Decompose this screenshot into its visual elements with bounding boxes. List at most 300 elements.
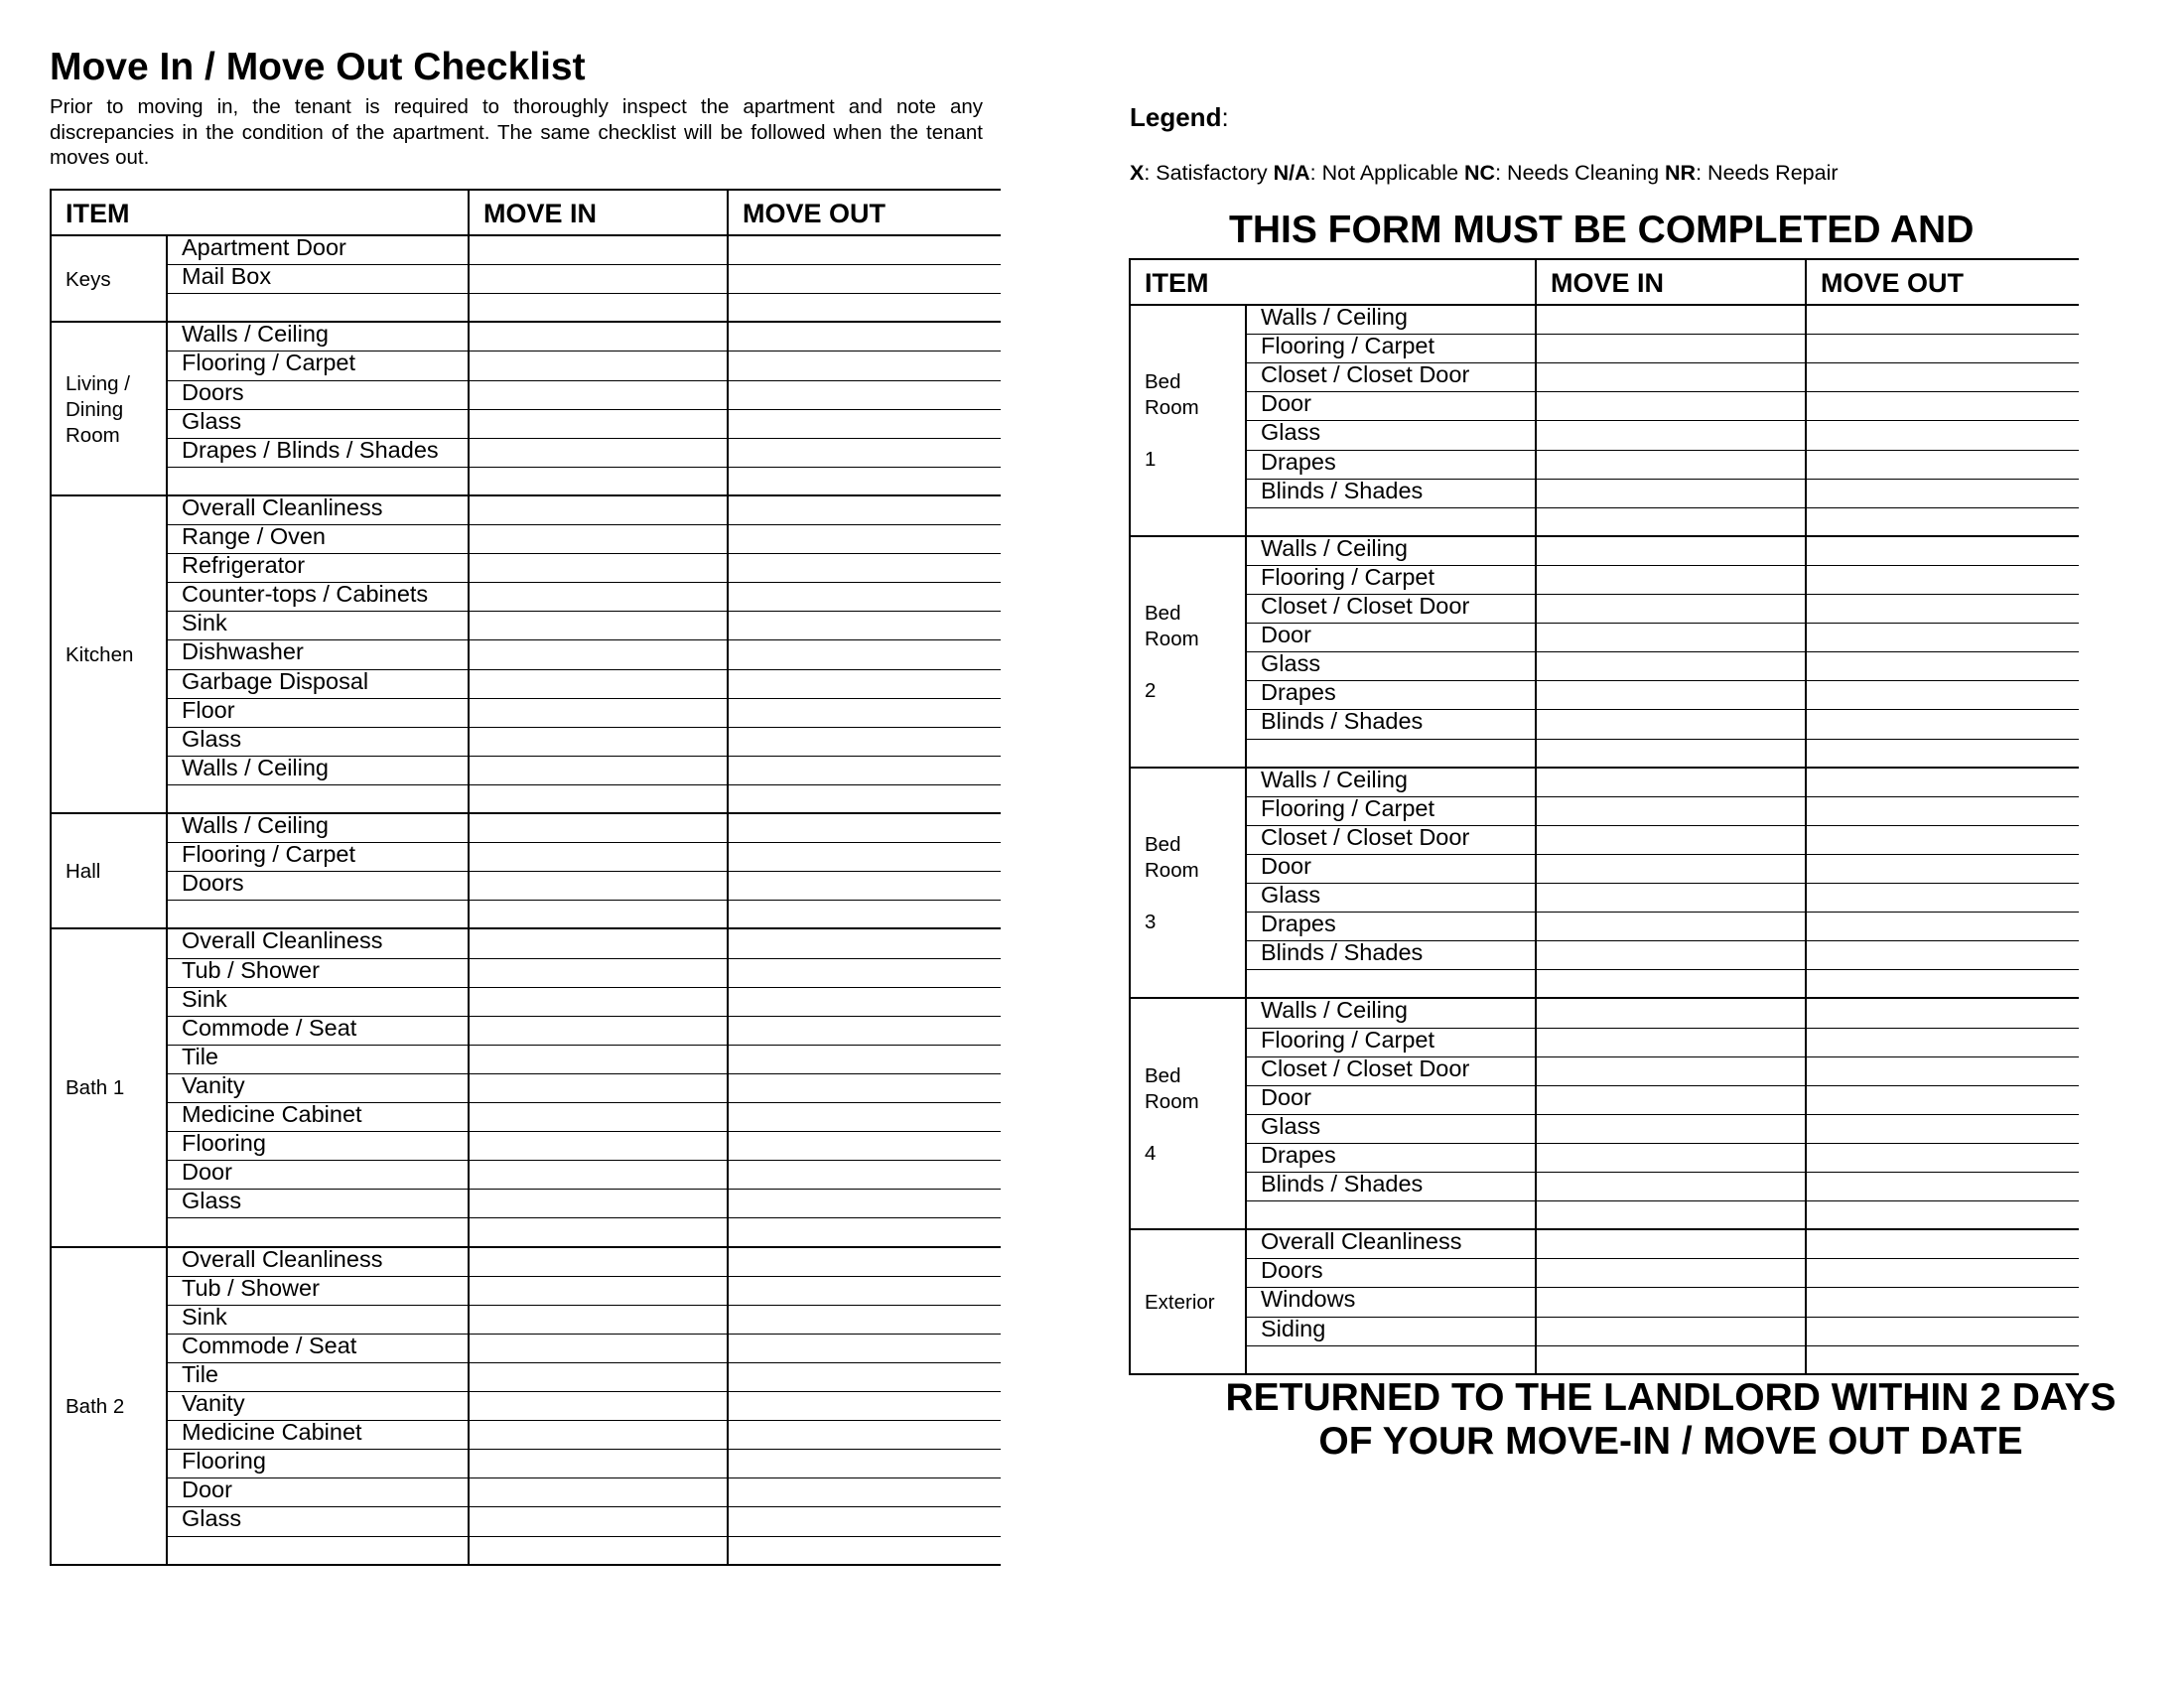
move-in-cell[interactable]: [469, 1218, 728, 1247]
item-label: Overall Cleanliness: [182, 927, 383, 954]
move-in-cell[interactable]: [469, 814, 728, 843]
move-out-cell[interactable]: [728, 1017, 1001, 1046]
move-in-cell[interactable]: [469, 1335, 728, 1363]
item-label: Flooring: [182, 1130, 266, 1157]
item-label: Vanity: [182, 1390, 245, 1416]
move-in-cell[interactable]: [1536, 941, 1806, 970]
move-in-cell[interactable]: [1536, 855, 1806, 884]
legend-code: X: [1130, 161, 1145, 185]
move-out-cell[interactable]: [1806, 451, 2079, 480]
move-out-cell[interactable]: [1806, 826, 2079, 855]
item-label: Glass: [1261, 419, 1321, 446]
move-in-cell[interactable]: [1536, 1057, 1806, 1086]
item-label: Drapes: [1261, 1141, 1336, 1168]
move-out-cell[interactable]: [728, 929, 1001, 958]
move-out-cell[interactable]: [728, 381, 1001, 410]
item-label: Floor: [182, 696, 235, 723]
move-out-cell[interactable]: [1806, 1029, 2079, 1057]
item-label: Medicine Cabinet: [182, 1419, 362, 1446]
move-out-cell[interactable]: [1806, 1346, 2079, 1375]
item-label: Flooring / Carpet: [1261, 794, 1435, 821]
legend-meaning: Needs Cleaning: [1507, 161, 1660, 185]
group-label: Living / Dining Room: [66, 371, 130, 447]
table-row: [1130, 1259, 2079, 1288]
move-in-cell[interactable]: [469, 901, 728, 929]
move-in-cell[interactable]: [469, 959, 728, 988]
table-row: [1130, 1057, 2079, 1086]
move-in-cell[interactable]: [469, 1017, 728, 1046]
move-out-cell[interactable]: [728, 1363, 1001, 1392]
move-in-cell[interactable]: [1536, 451, 1806, 480]
table-row: [1130, 363, 2079, 392]
move-out-cell[interactable]: [1806, 681, 2079, 710]
table-row: [1130, 1288, 2079, 1317]
table-row: [51, 612, 1001, 640]
item-label: Garbage Disposal: [182, 667, 369, 694]
move-in-cell[interactable]: [469, 1248, 728, 1277]
table-row: [51, 265, 1001, 294]
move-out-cell[interactable]: [728, 612, 1001, 640]
table-row: [51, 1478, 1001, 1507]
table-row: [51, 1537, 1001, 1566]
table-row: [51, 956, 1001, 988]
move-in-cell[interactable]: [1536, 826, 1806, 855]
item-label: Sink: [182, 610, 227, 636]
move-in-cell[interactable]: [469, 1507, 728, 1536]
move-in-cell[interactable]: [1536, 421, 1806, 450]
move-out-cell[interactable]: [728, 1507, 1001, 1536]
item-label: Glass: [182, 725, 242, 752]
move-in-cell[interactable]: [469, 439, 728, 468]
move-in-cell[interactable]: [469, 468, 728, 496]
move-out-cell[interactable]: [1806, 1318, 2079, 1346]
table-row: [51, 843, 1001, 872]
item-label: Closet / Closet Door: [1261, 1055, 1470, 1081]
table-row: [1130, 970, 2079, 999]
move-out-cell[interactable]: [728, 323, 1001, 352]
table-row: [51, 901, 1001, 929]
move-in-cell[interactable]: [469, 640, 728, 669]
move-in-cell[interactable]: [1536, 566, 1806, 595]
move-in-cell[interactable]: [1536, 595, 1806, 624]
move-out-cell[interactable]: [728, 1478, 1001, 1507]
move-out-cell[interactable]: [1806, 1230, 2079, 1259]
header-move-out: MOVE OUT: [743, 199, 887, 228]
item-label: Glass: [182, 1505, 242, 1532]
move-out-cell[interactable]: [1806, 769, 2079, 797]
move-out-cell[interactable]: [728, 468, 1001, 496]
item-label: Refrigerator: [182, 552, 306, 579]
table-row: [1130, 1201, 2079, 1230]
table-row: [51, 1274, 1001, 1306]
move-out-cell[interactable]: [728, 1074, 1001, 1103]
move-out-cell[interactable]: [728, 1161, 1001, 1190]
move-in-cell[interactable]: [469, 929, 728, 958]
move-in-cell[interactable]: [1536, 624, 1806, 652]
table-row: [1130, 392, 2079, 421]
item-label: Sink: [182, 1303, 227, 1330]
table-row: [1130, 563, 2079, 595]
move-out-cell[interactable]: [728, 1392, 1001, 1421]
table-row: [51, 525, 1001, 554]
move-in-cell[interactable]: [469, 728, 728, 757]
move-in-cell[interactable]: [469, 612, 728, 640]
move-out-cell[interactable]: [728, 699, 1001, 728]
move-out-cell[interactable]: [728, 959, 1001, 988]
item-label: Flooring / Carpet: [182, 350, 356, 376]
table-row: [51, 1043, 1001, 1074]
move-in-cell[interactable]: [469, 1478, 728, 1507]
table-row: [1130, 1315, 2079, 1346]
move-out-cell[interactable]: [728, 1103, 1001, 1132]
move-in-cell[interactable]: [1536, 1173, 1806, 1201]
legend-meaning: Not Applicable: [1321, 161, 1459, 185]
table-row: [1130, 681, 2079, 710]
table-row: [51, 1014, 1001, 1046]
group-label: Bed Room 1: [1145, 370, 1199, 472]
header-item: ITEM: [1145, 268, 1209, 298]
notice-top: THIS FORM MUST BE COMPLETED AND: [1229, 209, 1975, 251]
table-row: [1130, 448, 2079, 480]
move-out-cell[interactable]: [728, 1421, 1001, 1450]
move-out-cell[interactable]: [728, 1218, 1001, 1247]
header-move-in: MOVE IN: [1551, 268, 1665, 298]
move-in-cell[interactable]: [1536, 480, 1806, 508]
table-row: [51, 493, 1001, 525]
table-row: [51, 1245, 1001, 1277]
move-out-cell[interactable]: [728, 843, 1001, 872]
move-in-cell[interactable]: [469, 294, 728, 323]
move-out-cell[interactable]: [1806, 537, 2079, 566]
move-in-cell[interactable]: [1536, 769, 1806, 797]
move-out-cell[interactable]: [1806, 1201, 2079, 1230]
move-in-cell[interactable]: [469, 1046, 728, 1074]
legend-entry: NC: Needs Cleaning: [1464, 161, 1660, 185]
move-in-cell[interactable]: [1536, 913, 1806, 941]
move-in-cell[interactable]: [469, 381, 728, 410]
move-out-cell[interactable]: [728, 410, 1001, 439]
move-out-cell[interactable]: [728, 757, 1001, 785]
move-out-cell[interactable]: [728, 236, 1001, 265]
table-row: [51, 1392, 1001, 1421]
table-row: [1130, 421, 2079, 450]
table-row: [1130, 794, 2079, 826]
move-in-cell[interactable]: [469, 554, 728, 583]
move-out-cell[interactable]: [1806, 999, 2079, 1028]
move-in-cell[interactable]: [469, 988, 728, 1017]
move-in-cell[interactable]: [469, 1132, 728, 1161]
move-out-cell[interactable]: [728, 496, 1001, 525]
item-label: Apartment Door: [182, 234, 346, 260]
move-in-cell[interactable]: [469, 757, 728, 785]
group-label: Bed Room 3: [1145, 833, 1199, 933]
move-out-cell[interactable]: [728, 1132, 1001, 1161]
table-row: [51, 667, 1001, 699]
move-in-cell[interactable]: [469, 525, 728, 554]
move-out-cell[interactable]: [1806, 710, 2079, 739]
move-in-cell[interactable]: [1536, 970, 1806, 999]
group-label: Kitchen: [66, 642, 134, 666]
table-row: [51, 1218, 1001, 1247]
move-in-cell[interactable]: [469, 236, 728, 265]
legend-entry: N/A: Not Applicable: [1273, 161, 1459, 185]
item-label: Closet / Closet Door: [1261, 361, 1470, 388]
move-in-cell[interactable]: [469, 1363, 728, 1392]
item-label: Windows: [1261, 1286, 1356, 1313]
item-label: Commode / Seat: [182, 1014, 357, 1041]
item-label: Overall Cleanliness: [1261, 1228, 1462, 1255]
item-label: Flooring / Carpet: [1261, 333, 1435, 359]
move-out-cell[interactable]: [1806, 306, 2079, 335]
table-row: [51, 1507, 1001, 1536]
move-in-cell[interactable]: [469, 872, 728, 901]
item-label: Tub / Shower: [182, 956, 320, 983]
move-out-cell[interactable]: [1806, 392, 2079, 421]
item-label: Door: [1261, 622, 1311, 648]
item-label: Tile: [182, 1043, 218, 1069]
table-row: [1130, 884, 2079, 913]
item-label: Walls / Ceiling: [182, 812, 329, 838]
move-in-cell[interactable]: [469, 352, 728, 380]
item-label: Commode / Seat: [182, 1332, 357, 1358]
table-row: [1130, 1173, 2079, 1201]
item-label: Range / Oven: [182, 523, 327, 549]
move-in-cell[interactable]: [1536, 740, 1806, 769]
table-row: [1130, 999, 2079, 1028]
move-out-cell[interactable]: [728, 554, 1001, 583]
move-in-cell[interactable]: [1536, 1115, 1806, 1144]
move-in-cell[interactable]: [1536, 335, 1806, 363]
move-in-cell[interactable]: [469, 1421, 728, 1450]
move-in-cell[interactable]: [1536, 797, 1806, 826]
move-out-cell[interactable]: [1806, 913, 2079, 941]
move-out-cell[interactable]: [1806, 421, 2079, 450]
move-in-cell[interactable]: [1536, 306, 1806, 335]
move-out-cell[interactable]: [1806, 797, 2079, 826]
move-in-cell[interactable]: [1536, 537, 1806, 566]
move-in-cell[interactable]: [1536, 1346, 1806, 1375]
item-label: Drapes: [1261, 448, 1336, 475]
table-row: [51, 352, 1001, 380]
item-label: Flooring / Carpet: [1261, 1026, 1435, 1053]
move-out-cell[interactable]: [728, 901, 1001, 929]
table-row: [1130, 335, 2079, 363]
table-row: [51, 872, 1001, 901]
move-in-cell[interactable]: [469, 670, 728, 699]
item-label: Walls / Ceiling: [182, 321, 329, 348]
move-out-cell[interactable]: [1806, 1144, 2079, 1173]
table-row: [51, 785, 1001, 814]
item-label: Flooring / Carpet: [182, 841, 356, 868]
item-label: Walls / Ceiling: [1261, 304, 1408, 330]
move-out-cell[interactable]: [1806, 1288, 2079, 1317]
move-in-cell[interactable]: [469, 1161, 728, 1190]
move-out-cell[interactable]: [728, 670, 1001, 699]
item-label: Drapes / Blinds / Shades: [182, 436, 439, 463]
move-in-cell[interactable]: [469, 583, 728, 612]
move-out-cell[interactable]: [728, 583, 1001, 612]
move-in-cell[interactable]: [469, 1450, 728, 1478]
move-out-cell[interactable]: [1806, 652, 2079, 681]
move-out-cell[interactable]: [1806, 508, 2079, 537]
item-label: Door: [182, 1477, 232, 1503]
move-out-cell[interactable]: [728, 872, 1001, 901]
move-in-cell[interactable]: [469, 265, 728, 294]
move-out-cell[interactable]: [728, 1190, 1001, 1218]
move-in-cell[interactable]: [1536, 681, 1806, 710]
legend-code: N/A: [1273, 161, 1310, 185]
table-row: [1130, 1141, 2079, 1173]
table-row: [1130, 508, 2079, 537]
item-label: Vanity: [182, 1071, 245, 1098]
move-out-cell[interactable]: [1806, 363, 2079, 392]
move-in-cell[interactable]: [469, 843, 728, 872]
move-out-cell[interactable]: [1806, 941, 2079, 970]
move-out-cell[interactable]: [728, 1046, 1001, 1074]
move-out-cell[interactable]: [728, 439, 1001, 468]
move-out-cell[interactable]: [728, 1537, 1001, 1566]
move-out-cell[interactable]: [1806, 1115, 2079, 1144]
item-label: Glass: [1261, 882, 1321, 908]
move-out-cell[interactable]: [728, 1277, 1001, 1306]
move-out-cell[interactable]: [728, 640, 1001, 669]
table-row: [51, 468, 1001, 496]
move-in-cell[interactable]: [469, 410, 728, 439]
move-in-cell[interactable]: [1536, 710, 1806, 739]
move-out-cell[interactable]: [1806, 1086, 2079, 1115]
move-in-cell[interactable]: [1536, 1029, 1806, 1057]
table-row: [1130, 306, 2079, 335]
item-label: Drapes: [1261, 679, 1336, 706]
move-out-cell[interactable]: [728, 1335, 1001, 1363]
move-out-cell[interactable]: [728, 728, 1001, 757]
table-row: [51, 1360, 1001, 1392]
move-in-cell[interactable]: [1536, 1318, 1806, 1346]
legend-heading: Legend: [1130, 102, 1222, 132]
move-out-cell[interactable]: [1806, 855, 2079, 884]
move-out-cell[interactable]: [1806, 1259, 2079, 1288]
item-label: Dishwasher: [182, 638, 304, 665]
move-in-cell[interactable]: [469, 496, 728, 525]
table-row: [51, 1161, 1001, 1190]
move-out-cell[interactable]: [728, 814, 1001, 843]
table-row: [1130, 913, 2079, 941]
intro-paragraph: Prior to moving in, the tenant is required to thoroughly inspect the apartment and note any discrepancies in the condition of the apartment. The same checklist will be followed when the tenant moves out.: [50, 95, 983, 169]
item-label: Glass: [182, 407, 242, 434]
move-in-cell[interactable]: [1536, 1288, 1806, 1317]
move-out-cell[interactable]: [1806, 566, 2079, 595]
move-in-cell[interactable]: [1536, 999, 1806, 1028]
notice-bottom: [1125, 1376, 2184, 1464]
move-out-cell[interactable]: [1806, 480, 2079, 508]
checklist-table-right: [1130, 258, 2079, 1375]
move-in-cell[interactable]: [469, 785, 728, 814]
move-out-cell[interactable]: [1806, 1057, 2079, 1086]
move-out-cell[interactable]: [728, 1248, 1001, 1277]
move-out-cell[interactable]: [728, 785, 1001, 814]
move-out-cell[interactable]: [728, 525, 1001, 554]
move-out-cell[interactable]: [1806, 740, 2079, 769]
group-label: Bath 1: [66, 1076, 125, 1100]
row-divider: [1130, 1373, 2079, 1375]
move-out-cell[interactable]: [1806, 1173, 2079, 1201]
move-out-cell[interactable]: [728, 1450, 1001, 1478]
table-row: [1130, 652, 2079, 681]
table-row: [51, 323, 1001, 352]
legend-meaning: Satisfactory: [1156, 161, 1268, 185]
move-in-cell[interactable]: [469, 1537, 728, 1566]
move-out-cell[interactable]: [1806, 624, 2079, 652]
move-in-cell[interactable]: [469, 1392, 728, 1421]
move-in-cell[interactable]: [1536, 392, 1806, 421]
move-in-cell[interactable]: [1536, 363, 1806, 392]
move-out-cell[interactable]: [728, 1306, 1001, 1335]
legend-meaning: Needs Repair: [1707, 161, 1839, 185]
legend-code: NC: [1464, 161, 1496, 185]
item-label: Walls / Ceiling: [1261, 997, 1408, 1024]
table-row: [51, 929, 1001, 958]
move-in-cell[interactable]: [1536, 1259, 1806, 1288]
move-in-cell[interactable]: [469, 1074, 728, 1103]
item-label: Glass: [182, 1188, 242, 1214]
move-out-cell[interactable]: [1806, 595, 2079, 624]
legend-entry: NR: Needs Repair: [1665, 161, 1839, 185]
move-in-cell[interactable]: [1536, 1144, 1806, 1173]
move-out-cell[interactable]: [728, 352, 1001, 380]
move-in-cell[interactable]: [469, 1277, 728, 1306]
item-label: Counter-tops / Cabinets: [182, 581, 429, 608]
move-in-cell[interactable]: [469, 1103, 728, 1132]
item-label: Doors: [182, 870, 244, 897]
move-out-cell[interactable]: [728, 294, 1001, 323]
move-in-cell[interactable]: [469, 1190, 728, 1218]
item-label: Door: [182, 1159, 232, 1186]
move-out-cell[interactable]: [728, 265, 1001, 294]
item-label: Doors: [182, 378, 244, 405]
move-out-cell[interactable]: [1806, 970, 2079, 999]
notice-bottom-line-2: OF YOUR MOVE-IN / MOVE OUT DATE: [1318, 1420, 2023, 1463]
move-out-cell[interactable]: [728, 988, 1001, 1017]
move-in-cell[interactable]: [1536, 884, 1806, 913]
table-row: [1130, 1026, 2079, 1057]
group-label: Bed Room 2: [1145, 602, 1199, 703]
table-row: [51, 554, 1001, 583]
item-label: Glass: [1261, 1112, 1321, 1139]
item-label: Drapes: [1261, 911, 1336, 937]
page-title: Move In / Move Out Checklist: [50, 46, 586, 88]
table-row: [1130, 823, 2079, 855]
move-out-cell[interactable]: [1806, 884, 2079, 913]
table-row: [1130, 477, 2079, 508]
table-row: [51, 1332, 1001, 1363]
table-row: [51, 378, 1001, 410]
item-label: Siding: [1261, 1315, 1326, 1341]
table-row: [1130, 1083, 2079, 1115]
table-row: [1130, 624, 2079, 652]
table-row: [51, 1421, 1001, 1450]
move-in-cell[interactable]: [1536, 652, 1806, 681]
move-in-cell[interactable]: [1536, 1201, 1806, 1230]
move-out-cell[interactable]: [1806, 335, 2079, 363]
move-in-cell[interactable]: [469, 699, 728, 728]
move-in-cell[interactable]: [1536, 508, 1806, 537]
move-in-cell[interactable]: [469, 1306, 728, 1335]
item-label: Walls / Ceiling: [182, 754, 329, 780]
item-label: Medicine Cabinet: [182, 1101, 362, 1127]
move-in-cell[interactable]: [469, 323, 728, 352]
move-in-cell[interactable]: [1536, 1086, 1806, 1115]
move-in-cell[interactable]: [1536, 1230, 1806, 1259]
